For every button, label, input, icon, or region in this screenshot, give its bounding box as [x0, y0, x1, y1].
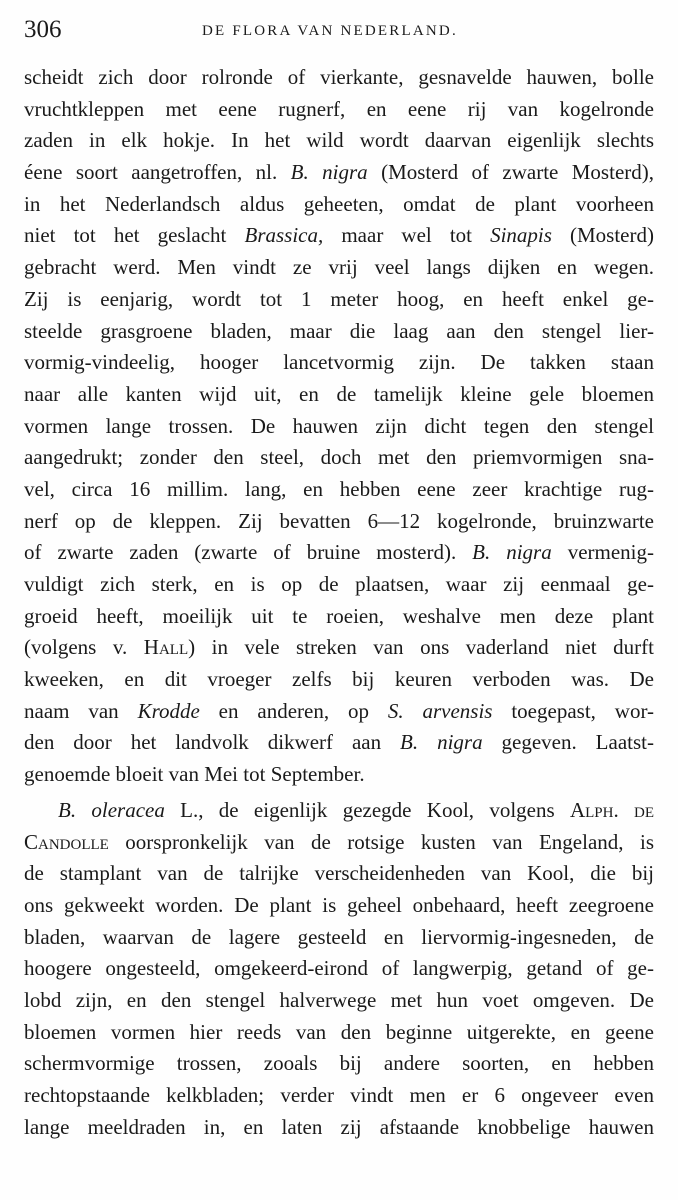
text-line	[24, 316, 654, 348]
italic-text: Sinapis	[490, 223, 552, 248]
text-line	[24, 858, 654, 890]
text-run: scheidt zich door rolronde of vierkante, gesnavelde hauwen, bolle	[24, 65, 654, 89]
text-line	[24, 696, 654, 728]
italic-text: B. nigra	[472, 540, 552, 565]
text-run: (Mosterd of zwarte Mosterd),	[367, 160, 654, 185]
text-run: vormen lange trossen. De hauwen zijn dicht tegen den stengel	[24, 413, 654, 438]
text-run: den door het landvolk dikwerf aan	[24, 730, 401, 755]
text-run: vormig-vindeelig, hooger lancetvormig zijn. De takken staan	[24, 350, 654, 375]
text-line	[24, 1112, 654, 1144]
text-run: in het Nederlandsch aldus geheeten, omdat de plant voorheen	[24, 191, 654, 216]
text-line	[24, 795, 654, 827]
text-line	[24, 537, 654, 569]
text-line	[24, 569, 654, 601]
text-run: genoemde bloeit van Mei tot September.	[24, 762, 365, 787]
text-line	[24, 442, 654, 474]
text-line	[24, 189, 654, 221]
text-run: hoogere ongesteeld, omgekeerd-eirond of langwerpig, getand of ge-	[24, 956, 654, 981]
text-line	[24, 890, 654, 922]
text-line	[24, 1017, 654, 1049]
text-run: vermenig-	[551, 540, 654, 565]
body-text	[24, 62, 654, 1143]
text-line	[24, 220, 654, 252]
text-line	[24, 632, 654, 664]
text-run: oorspronkelijk van de rotsige kusten van Engeland, is	[108, 829, 654, 854]
running-head	[24, 14, 654, 46]
text-run: steelde grasgroene bladen, maar die laag aan den stengel lier-	[24, 318, 654, 343]
text-run: groeid heeft, moeilijk uit te roeien, weshalve men deze plant	[24, 603, 654, 628]
text-line	[24, 727, 654, 759]
text-line	[24, 601, 654, 633]
text-run: ) in vele streken van ons vaderland niet durft	[188, 635, 654, 660]
text-line	[24, 953, 654, 985]
text-line	[24, 125, 654, 157]
text-run: en anderen, op	[199, 698, 388, 723]
text-line	[24, 62, 654, 94]
text-run: ons gekweekt worden. De plant is geheel onbehaard, heeft zeegroene	[24, 892, 654, 917]
text-run: rechtopstaande kelkbladen; verder vindt men er 6 ongeveer even	[24, 1083, 654, 1107]
text-run: L., de eigenlijk gezegde Kool, volgens	[164, 797, 570, 822]
text-run: lobd zijn, en den stengel halverwege met hun voet omgeven. De	[24, 987, 654, 1012]
text-line	[24, 252, 654, 284]
text-run: vruchtkleppen met eene rugnerf, en eene rij van kogelronde	[24, 96, 654, 121]
text-line	[24, 157, 654, 189]
text-line	[24, 284, 654, 316]
text-run: vuldigt zich sterk, en is op de plaatsen, waar zij eenmaal ge-	[24, 572, 654, 596]
text-line	[24, 827, 654, 859]
italic-text: S. arvensis	[387, 698, 493, 723]
text-run: gebracht werd. Men vindt ze vrij veel langs dijken en wegen.	[24, 255, 654, 280]
text-line	[24, 759, 654, 791]
text-line	[24, 664, 654, 696]
italic-text: B. nigra	[290, 160, 368, 185]
small-caps-text: Hall	[143, 635, 189, 660]
text-line	[24, 922, 654, 954]
italic-text: Brassica,	[244, 223, 324, 248]
page-number: 306	[24, 16, 62, 43]
text-line	[24, 985, 654, 1017]
text-run: toegepast, wor-	[492, 698, 654, 723]
small-caps-text: Candolle	[24, 829, 109, 854]
text-run: aangedrukt; zonder den steel, doch met den priemvormigen sna-	[24, 445, 654, 470]
text-line	[24, 506, 654, 538]
text-line	[24, 411, 654, 443]
text-run: vel, circa 16 millim. lang, en hebben eene zeer krachtige rug-	[24, 476, 654, 501]
running-title: DE FLORA VAN NEDERLAND.	[202, 23, 458, 39]
text-run: bloemen vormen hier reeds van den beginne uitgerekte, en geene	[24, 1019, 654, 1044]
text-run: naar alle kanten wijd uit, en de tamelijk kleine gele bloemen	[24, 381, 654, 406]
text-run: de stamplant van de talrijke verscheidenheden van Kool, die bij	[24, 861, 654, 886]
text-line	[24, 1080, 654, 1112]
text-run: nerf op de kleppen. Zij bevatten 6—12 kogelronde, bruinzwarte	[24, 508, 654, 533]
text-run: niet tot het geslacht	[24, 223, 245, 248]
text-line	[24, 1048, 654, 1080]
italic-text: B. oleracea	[58, 797, 165, 822]
text-run: kweeken, en dit vroeger zelfs bij keuren verboden was. De	[24, 667, 654, 692]
small-caps-text: Alph. de	[569, 797, 654, 822]
text-line	[24, 94, 654, 126]
text-run: lange meeldraden in, en laten zij afstaande knobbelige hauwen	[24, 1114, 654, 1139]
text-run: (Mosterd)	[551, 223, 654, 248]
text-run: of zwarte zaden (zwarte of bruine mosterd).	[24, 540, 473, 565]
text-run: maar wel tot	[323, 223, 491, 248]
text-run: Zij is eenjarig, wordt tot 1 meter hoog, en heeft enkel ge-	[24, 286, 654, 311]
text-line	[24, 379, 654, 411]
italic-text: Krodde	[137, 698, 200, 723]
text-run: naam van	[24, 698, 138, 723]
text-run: gegeven. Laatst-	[482, 730, 654, 755]
text-run: schermvormige trossen, zooals bij andere soorten, en hebben	[24, 1051, 654, 1076]
text-run: bladen, waarvan de lagere gesteeld en liervormig-ingesneden, de	[24, 924, 654, 949]
text-line	[24, 474, 654, 506]
text-run: (volgens v.	[24, 635, 144, 660]
text-run: éene soort aangetroffen, nl.	[24, 160, 291, 185]
text-line	[24, 347, 654, 379]
italic-text: B. nigra	[400, 730, 483, 755]
text-run: zaden in elk hokje. In het wild wordt daarvan eigenlijk slechts	[24, 128, 654, 153]
